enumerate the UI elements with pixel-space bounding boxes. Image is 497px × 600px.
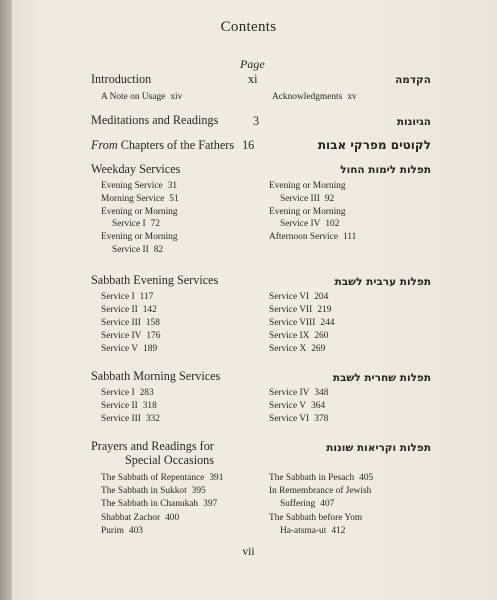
toc-entry-page: 92: [324, 193, 335, 204]
toc-entry-page: 176: [146, 330, 161, 341]
toc-entry[interactable]: [280, 526, 345, 536]
toc-entry[interactable]: [101, 305, 157, 315]
toc-entry-page: 364: [311, 401, 326, 412]
toc-entry-label: Service I: [112, 219, 146, 230]
toc-meditations-hebrew: הגיונות: [396, 116, 431, 128]
toc-entry-label: Service II: [112, 245, 149, 255]
toc-special-title-line2: Special Occasions: [125, 453, 215, 467]
toc-entry-page: 158: [145, 317, 160, 328]
toc-entry[interactable]: [101, 292, 153, 302]
toc-entry-page: 283: [139, 388, 154, 398]
toc-entry-label: The Sabbath of Repentance: [101, 473, 205, 483]
toc-entry-page: 117: [139, 292, 154, 302]
toc-entry-page: 395: [191, 486, 206, 497]
toc-entry-label: Service I: [101, 388, 135, 398]
toc-entry[interactable]: [101, 526, 143, 536]
toc-entry[interactable]: [101, 388, 154, 398]
toc-entry-label: Shabbat Zachor: [101, 512, 161, 523]
toc-entry[interactable]: [101, 232, 178, 242]
toc-entry-page: 31: [167, 181, 178, 191]
toc-entry[interactable]: [101, 194, 179, 204]
toc-entry[interactable]: [101, 181, 177, 191]
toc-entry-label: Service III: [280, 193, 320, 204]
toc-chapters[interactable]: [91, 138, 254, 153]
toc-entry-label: Service III: [101, 414, 141, 425]
toc-entry[interactable]: [269, 344, 325, 354]
book-page: [12, 0, 497, 600]
toc-introduction[interactable]: [91, 72, 151, 87]
toc-entry[interactable]: [101, 401, 157, 411]
toc-chapters-page: 16: [242, 138, 255, 152]
toc-entry-page: 412: [331, 525, 346, 536]
toc-entry[interactable]: [269, 181, 346, 191]
toc-entry-page: 260: [314, 330, 329, 341]
toc-entry-page: 405: [359, 473, 374, 483]
toc-chapters-hebrew: לקוטים מפרקי אבות: [317, 138, 431, 152]
toc-entry-page: 318: [142, 401, 157, 412]
toc-entry-label: The Sabbath in Sukkot: [101, 486, 187, 497]
toc-note-usage-title: A Note on Usage: [101, 92, 166, 102]
toc-entry-page: 111: [343, 232, 357, 243]
toc-entry[interactable]: [269, 318, 334, 328]
toc-acknowledgments-page: xv: [347, 92, 357, 102]
toc-note-usage[interactable]: [101, 92, 182, 102]
toc-entry[interactable]: [269, 305, 331, 315]
toc-entry[interactable]: [101, 318, 160, 328]
toc-introduction-hebrew: הקדמה: [395, 74, 431, 86]
toc-entry-label: Service VI: [269, 292, 310, 302]
toc-entry-label: Service VI: [269, 414, 310, 425]
toc-entry[interactable]: [280, 194, 334, 204]
page-title: Contents: [220, 19, 277, 35]
toc-entry-label: Purim: [101, 525, 124, 536]
toc-entry[interactable]: [101, 486, 206, 496]
toc-entry-label: Ha-atsma-ut: [280, 525, 327, 536]
toc-entry-label: Evening or Morning: [269, 181, 346, 191]
toc-entry-label: Evening or Morning: [101, 206, 178, 217]
toc-entry-page: 189: [143, 343, 158, 354]
toc-entry-page: 142: [142, 304, 157, 315]
toc-entry[interactable]: [101, 344, 157, 354]
toc-entry-label: Morning Service: [101, 193, 165, 204]
toc-entry[interactable]: [280, 499, 334, 509]
toc-entry-label: Service IV: [101, 330, 142, 341]
toc-entry-label: Service IV: [280, 219, 321, 230]
page-number: vii: [242, 546, 255, 558]
toc-entry-page: 332: [145, 414, 160, 425]
toc-entry-page: 204: [314, 292, 329, 302]
toc-entry-label: Afternoon Service: [269, 232, 338, 243]
toc-entry[interactable]: [269, 207, 346, 217]
toc-acknowledgments[interactable]: [272, 92, 357, 102]
toc-entry-page: 403: [128, 525, 143, 536]
toc-entry[interactable]: [269, 232, 356, 242]
toc-chapters-title: Chapters of the Fathers: [120, 138, 235, 152]
toc-entry[interactable]: [269, 401, 325, 411]
toc-entry[interactable]: [112, 245, 163, 255]
toc-entry[interactable]: [101, 331, 160, 341]
toc-entry-label: Evening or Morning: [269, 206, 346, 217]
toc-entry-page: 51: [169, 193, 179, 204]
toc-entry-page: 391: [209, 473, 224, 483]
toc-meditations-title: Meditations and Readings: [91, 113, 219, 127]
toc-entry[interactable]: [101, 513, 179, 523]
toc-entry-page: 400: [165, 512, 180, 523]
toc-special-hebrew: תפלות וקריאות שונות: [326, 442, 431, 454]
toc-entry-page: 348: [314, 388, 329, 398]
toc-chapters-prefix: From: [91, 138, 118, 152]
toc-sabbath-evening-title: Sabbath Evening Services: [91, 273, 219, 287]
toc-entry-label: Suffering: [280, 499, 316, 510]
toc-entry-label: Service III: [101, 317, 141, 328]
toc-entry-label: Evening or Morning: [101, 232, 178, 243]
toc-entry-page: 72: [150, 219, 160, 230]
toc-entry-label: The Sabbath before Yom: [269, 512, 363, 523]
toc-entry-page: 407: [320, 499, 335, 510]
toc-acknowledgments-title: Acknowledgments: [272, 92, 343, 102]
toc-entry-page: 397: [203, 499, 218, 510]
toc-entry-page: 82: [153, 245, 164, 255]
toc-entry[interactable]: [101, 207, 178, 217]
toc-entry-label: In Remembrance of Jewish: [269, 486, 372, 497]
toc-sabbath-morning-title: Sabbath Morning Services: [91, 369, 221, 383]
toc-entry[interactable]: [269, 513, 362, 523]
toc-introduction-title: Introduction: [91, 72, 152, 86]
toc-meditations-page: 3: [253, 114, 260, 128]
toc-entry-page: 219: [317, 304, 332, 315]
toc-meditations[interactable]: [91, 113, 218, 128]
toc-entry[interactable]: [269, 388, 328, 398]
toc-entry-label: Service V: [101, 343, 139, 354]
toc-entry[interactable]: [101, 499, 217, 509]
toc-special-title-line1: Prayers and Readings for: [91, 439, 214, 453]
toc-entry[interactable]: [101, 473, 223, 483]
book-spine-shadow: [0, 0, 12, 600]
toc-entry-label: Service IX: [269, 330, 310, 341]
toc-entry-label: Service I: [101, 292, 135, 302]
toc-entry-label: Service V: [269, 401, 307, 412]
toc-entry-page: 244: [320, 317, 335, 328]
toc-note-usage-page: xiv: [170, 92, 183, 102]
toc-entry-label: Service X: [269, 343, 307, 354]
toc-entry-label: Service IV: [269, 388, 310, 398]
toc-entry[interactable]: [112, 219, 160, 229]
toc-entry[interactable]: [269, 331, 328, 341]
toc-weekday-title: Weekday Services: [91, 162, 181, 176]
toc-introduction-page: xi: [248, 72, 258, 86]
toc-entry-label: The Sabbath in Chanukah: [101, 499, 199, 510]
toc-entry[interactable]: [280, 219, 339, 229]
toc-entry-label: Service II: [101, 304, 138, 315]
toc-entry[interactable]: [269, 414, 328, 424]
toc-entry-page: 269: [311, 343, 326, 354]
toc-entry-label: Evening Service: [101, 181, 163, 191]
toc-entry[interactable]: [269, 486, 371, 496]
toc-sabbath-evening-hebrew: תפלות ערבית לשבת: [334, 276, 431, 288]
toc-entry-page: 102: [325, 219, 340, 230]
toc-entry-label: The Sabbath in Pesach: [269, 473, 355, 483]
toc-entry[interactable]: [269, 473, 373, 483]
toc-entry-page: 378: [314, 414, 329, 425]
toc-entry[interactable]: [269, 292, 328, 302]
toc-entry[interactable]: [101, 414, 160, 424]
page-column-header: Page: [240, 57, 265, 71]
toc-entry-label: Service VII: [269, 304, 313, 315]
toc-sabbath-morning-hebrew: תפלות שחרית לשבת: [332, 372, 431, 384]
toc-weekday-hebrew: תפלות לימות החול: [340, 164, 431, 176]
toc-entry-label: Service II: [101, 401, 138, 412]
toc-entry-label: Service VIII: [269, 317, 316, 328]
